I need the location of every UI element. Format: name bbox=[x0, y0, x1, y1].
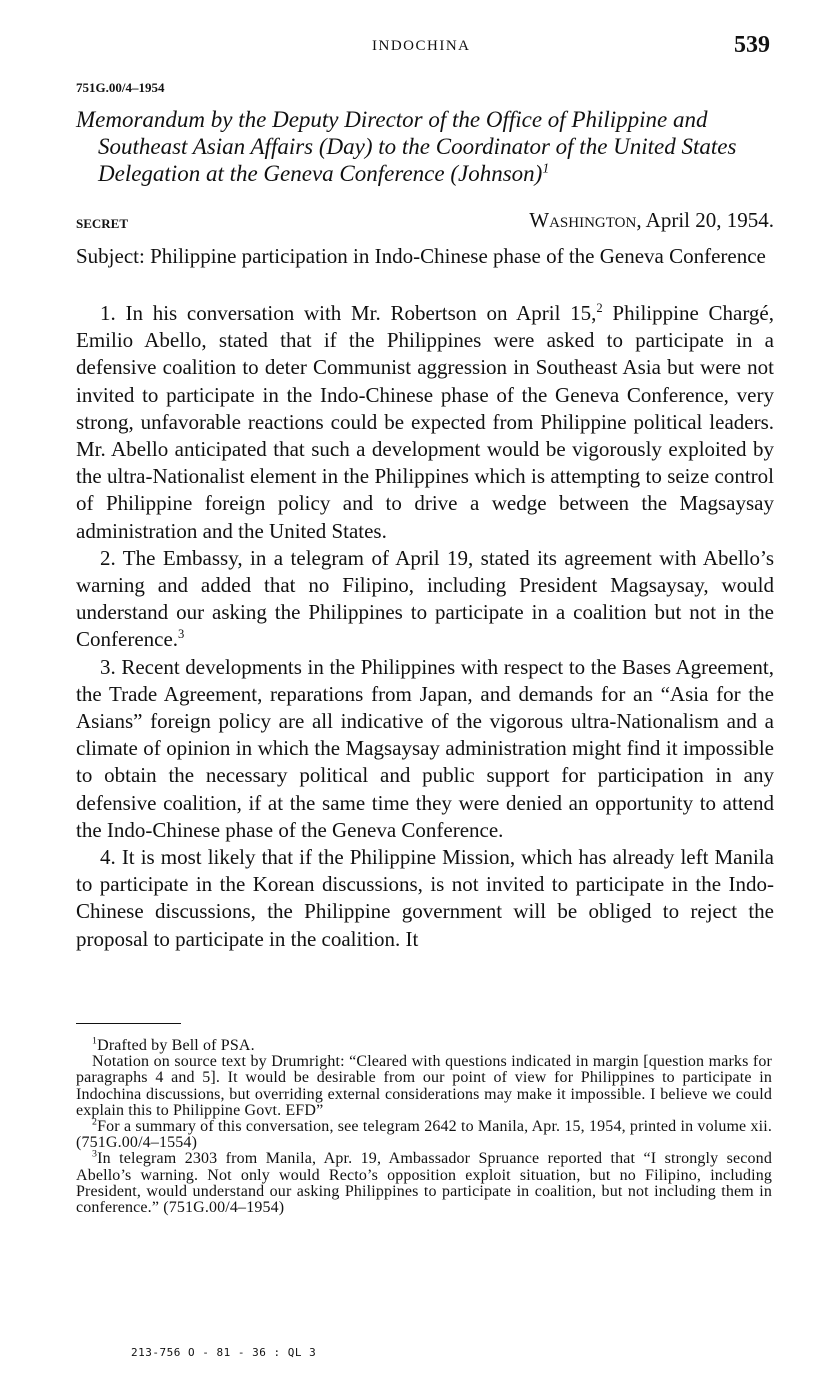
paragraph-1-text: 1. In his conversation with Mr. Robertson on April 15, bbox=[100, 301, 597, 325]
print-code: 213-756 O - 81 - 36 : QL 3 bbox=[131, 1346, 317, 1359]
subject-line: Subject: Philippine participation in Indo-Chinese phase of the Geneva Conference bbox=[76, 244, 766, 268]
footnote-divider bbox=[76, 1023, 181, 1024]
memo-body bbox=[76, 300, 774, 953]
footnote-1-notation-text: Notation on source text by Drumright: “Cleared with questions indicated in margin [question marks for paragraphs 4 and 5]. It would be desirable from our point of view for Philippines to participate in Indochina discussions, but overriding external considerations may make it impossible. I believe we could explain this to Philippine Govt. EFD” bbox=[76, 1053, 772, 1119]
footnote-1-mark: 1 bbox=[92, 1035, 98, 1047]
paragraph-2 bbox=[76, 545, 774, 654]
footnote-1-text: Drafted by Bell of PSA. bbox=[97, 1037, 255, 1054]
footnotes bbox=[76, 1035, 772, 1217]
footnote-3-text: In telegram 2303 from Manila, Apr. 19, Ambassador Spruance reported that “I strongly second Abello’s warning. Not only would Recto’s opposition exploit situation, but no Filipino, including President, would understand our asking Philippines to participate in coalition, but not including them in conference.” (751G.00/4–1954) bbox=[76, 1150, 772, 1217]
heading-footnote-ref[interactable]: 1 bbox=[542, 160, 550, 176]
classification-label: SECRET bbox=[76, 216, 129, 231]
page-number: 539 bbox=[734, 32, 770, 58]
paragraph-3 bbox=[76, 654, 774, 844]
document-heading bbox=[76, 106, 798, 187]
paragraph-3-text: 3. Recent developments in the Philippines with respect to the Bases Agreement, the Trade Agreement, reparations from Japan, and demands for an “Asia for the Asians” foreign policy are all indicative of the vigorous ultra-Nationalism and a climate of opinion in which the Magsaysay administration might find it impossible to obtain the necessary political and public support for participation in any defensive coalition, if at the same time they were denied an opportunity to attend the Indo-Chinese phase of the Geneva Conference. bbox=[76, 654, 774, 842]
paragraph-2-text: 2. The Embassy, in a telegram of April 19, stated its agreement with Abello’s warning and added that no Filipino, including President Magsaysay, would understand our asking the Philippines to participate in a coalition but not in the Conference. bbox=[76, 545, 774, 652]
running-head bbox=[0, 32, 833, 62]
footnote-ref-3[interactable]: 3 bbox=[178, 627, 185, 642]
paragraph-1 bbox=[76, 300, 774, 545]
dateline-place: Washington bbox=[529, 208, 637, 232]
paragraph-4 bbox=[76, 844, 774, 953]
paragraph-1-text-cont: Philippine Chargé, Emilio Abello, stated that if the Philippines were asked to participate in a defensive coalition to deter Communist aggression in Southeast Asia but were not invited to participate in the Indo-Chinese phase of the Geneva Conference, very strong, unfavorable reactions could be expected from Philippine political leaders. Mr. Abello anticipated that such a development would be vigorously exploited by the ultra-Nationalist element in the Philippines which is attempting to seize control of Philippine foreign policy and to drive a wedge between the Magsaysay administration and the United States. bbox=[76, 301, 774, 543]
heading-text: Memorandum by the Deputy Director of the Office of Philippine and Southeast Asian Affairs (Day) to the Coordinator of the United States Delegation at the Geneva Conference (Johnson) bbox=[76, 107, 737, 186]
footnote-1 bbox=[76, 1035, 772, 1054]
footnote-1-notation bbox=[76, 1054, 772, 1119]
paragraph-4-text: 4. It is most likely that if the Philippine Mission, which has already left Manila to participate in the Korean discussions, is not invited to participate in the Indo-Chinese discussions, the Philippine government will be obliged to reject the proposal to participate in the coalition. It bbox=[76, 845, 774, 951]
document-file-number: 751G.00/4–1954 bbox=[76, 80, 165, 95]
dateline bbox=[420, 208, 774, 233]
footnote-2-text: For a summary of this conversation, see telegram 2642 to Manila, Apr. 15, 1954, printed in volume xii. (751G.00/4–1554) bbox=[76, 1118, 772, 1152]
footnote-ref-2[interactable]: 2 bbox=[596, 301, 603, 315]
footnote-3-mark: 3 bbox=[92, 1149, 98, 1161]
dateline-date: , April 20, 1954. bbox=[636, 208, 774, 232]
footnote-2 bbox=[76, 1116, 772, 1152]
footnote-2-mark: 2 bbox=[92, 1116, 98, 1128]
footnote-3 bbox=[76, 1151, 772, 1216]
running-title: INDOCHINA bbox=[372, 38, 471, 54]
